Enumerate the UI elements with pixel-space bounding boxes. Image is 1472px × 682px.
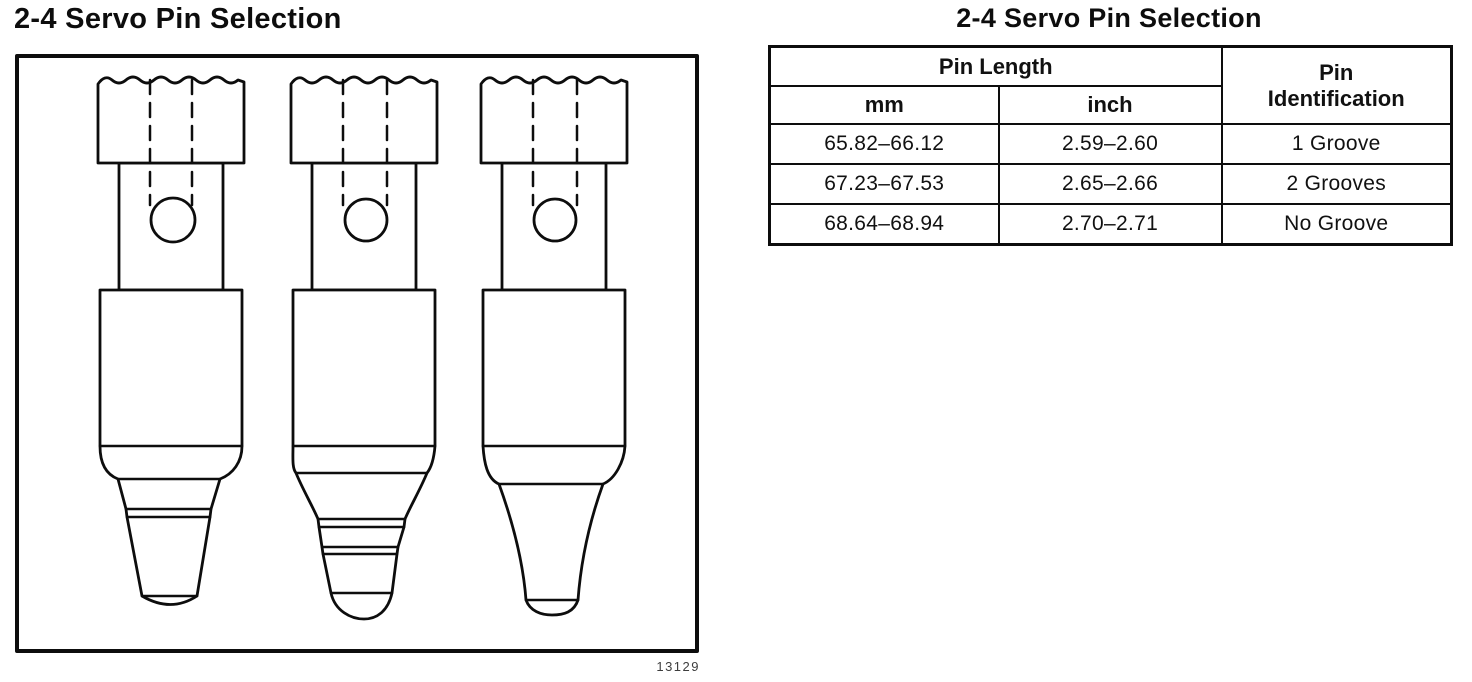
table-row: [770, 124, 1452, 164]
mm-value: 67.23–67.53: [770, 164, 999, 204]
inch-value: 2.65–2.66: [999, 164, 1222, 204]
mm-value: 68.64–68.94: [770, 204, 999, 245]
identification-value: 1 Groove: [1222, 124, 1452, 164]
mm-value: 65.82–66.12: [770, 124, 999, 164]
figure-number: 13129: [656, 659, 700, 674]
pin-identification-header: Pin Identification: [1222, 47, 1452, 125]
table-header-row-1: [770, 47, 1452, 87]
table-row: [770, 204, 1452, 245]
identification-value: 2 Grooves: [1222, 164, 1452, 204]
mm-header: mm: [770, 86, 999, 124]
inch-value: 2.70–2.71: [999, 204, 1222, 245]
pin-selection-table: [768, 45, 1453, 246]
inch-header: inch: [999, 86, 1222, 124]
identification-value: No Groove: [1222, 204, 1452, 245]
pin-length-header: Pin Length: [770, 47, 1222, 87]
table-title: 2-4 Servo Pin Selection: [956, 3, 1262, 33]
servo-pin-diagram: [0, 0, 720, 682]
inch-value: 2.59–2.60: [999, 124, 1222, 164]
table-row: [770, 164, 1452, 204]
figure-title: 2-4 Servo Pin Selection: [14, 3, 342, 35]
